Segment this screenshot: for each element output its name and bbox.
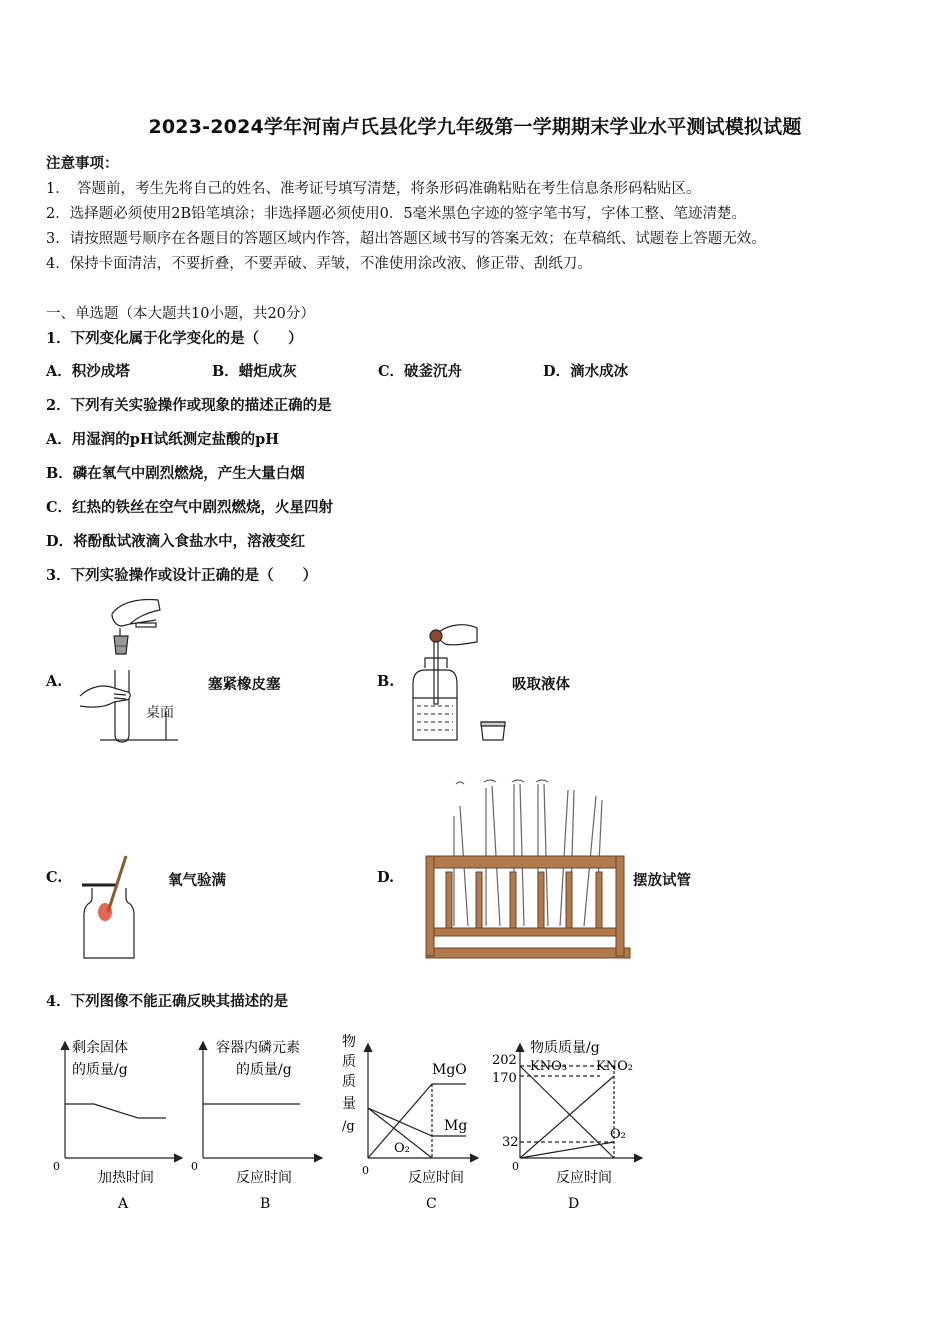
notice-item-4: 4．保持卡面清洁，不要折叠，不要弄破、弄皱，不准使用涂改液、修正带、刮纸刀。: [46, 256, 592, 272]
graph-d-ylabel: 物质质量/g: [530, 1040, 600, 1056]
q2-option-a: A．用湿润的pH试纸测定盐酸的pH: [46, 431, 279, 448]
graph-a-xlabel: 加热时间: [98, 1170, 154, 1186]
graph-a-ylabel-1: 剩余固体: [72, 1040, 128, 1056]
graph-b-xlabel: 反应时间: [236, 1170, 292, 1186]
graph-d-tick-32: 32: [502, 1135, 519, 1150]
graph-c-origin: 0: [362, 1164, 369, 1177]
graph-b-ylabel-1: 容器内磷元素: [216, 1040, 300, 1056]
q2-stem: 2．下列有关实验操作或现象的描述正确的是: [46, 397, 332, 414]
q3-d-illustration: [420, 776, 630, 960]
q3-a-illustration: [70, 596, 185, 746]
graph-d-label-kno3: KNO₃: [530, 1059, 567, 1074]
q1-option-c: C．破釜沉舟: [378, 363, 463, 380]
graph-d-xlabel: 反应时间: [556, 1170, 612, 1186]
q4-graph-d: [490, 1032, 650, 1212]
q2-option-d: D．将酚酞试液滴入食盐水中，溶液变红: [46, 533, 306, 550]
graph-c-label-mgo: MgO: [432, 1062, 467, 1078]
q4-graph-b: [188, 1032, 328, 1212]
q3-option-b-caption: 吸取液体: [512, 676, 570, 693]
graph-d-label-o2: O₂: [610, 1127, 626, 1142]
q4-stem: 4．下列图像不能正确反映其描述的是: [46, 993, 289, 1010]
q3-option-a-caption: 塞紧橡皮塞: [208, 676, 281, 693]
graph-c-label-mg: Mg: [444, 1118, 468, 1134]
q1-option-b: B．蜡炬成灰: [212, 363, 297, 380]
graph-d-tick-202: 202: [492, 1053, 517, 1068]
q2-option-b: B．磷在氧气中剧烈燃烧，产生大量白烟: [46, 465, 305, 482]
notice-item-3: 3．请按照题号顺序在各题目的答题区域内作答，超出答题区域书写的答案无效；在草稿纸、试题卷上答题无效。: [46, 231, 766, 247]
q1-option-d: D．滴水成冰: [543, 363, 629, 380]
graph-c-letter: C: [426, 1196, 437, 1212]
q3-stem: 3．下列实验操作或设计正确的是（ ）: [46, 567, 318, 584]
graph-c-ylabel-char-2: 质: [342, 1054, 356, 1070]
graph-a-origin: 0: [53, 1160, 60, 1173]
graph-b-ylabel-2: 的质量/g: [236, 1062, 292, 1078]
q3-option-b-letter: B.: [377, 673, 395, 690]
graph-a-letter: A: [118, 1196, 129, 1212]
graph-c-xlabel: 反应时间: [408, 1170, 464, 1186]
q3-c-illustration: [78, 852, 144, 962]
notice-heading: 注意事项：: [46, 155, 119, 172]
q3-option-d-caption: 摆放试管: [633, 872, 691, 889]
q3-a-desk-label: 桌面: [146, 705, 174, 721]
graph-c-ylabel-char-3: 质: [342, 1074, 356, 1090]
q4-graph-a: [50, 1032, 190, 1212]
q3-option-d-letter: D.: [377, 869, 395, 886]
q2-option-c: C．红热的铁丝在空气中剧烈燃烧，火星四射: [46, 499, 334, 516]
notice-item-1: 1． 答题前，考生先将自己的姓名、准考证号填写清楚，将条形码准确粘贴在考生信息条形码粘贴区。: [46, 181, 701, 197]
q1-stem: 1．下列变化属于化学变化的是（ ）: [46, 330, 303, 347]
q3-option-c-caption: 氧气验满: [168, 872, 226, 889]
q3-option-a-letter: A.: [46, 673, 63, 690]
graph-c-label-o2: O₂: [394, 1141, 410, 1156]
graph-c-ylabel-char-1: 物: [342, 1034, 356, 1050]
section-heading: 一、单选题（本大题共10小题，共20分）: [46, 306, 315, 322]
q1-option-a: A．积沙成塔: [46, 363, 130, 380]
graph-d-tick-170: 170: [492, 1071, 517, 1086]
graph-c-ylabel-char-4: 量: [342, 1096, 356, 1112]
page-title: 2023-2024学年河南卢氏县化学九年级第一学期期末学业水平测试模拟试题: [148, 116, 802, 138]
graph-d-label-kno2: KNO₂: [596, 1059, 633, 1074]
graph-c-ylabel-char-5: /g: [342, 1119, 355, 1134]
graph-a-ylabel-2: 的质量/g: [72, 1062, 128, 1078]
q3-b-illustration: [405, 622, 515, 744]
q3-option-c-letter: C.: [46, 869, 63, 886]
q4-graph-c: [336, 1028, 486, 1212]
graph-d-origin: 0: [512, 1160, 519, 1173]
graph-b-origin: 0: [191, 1160, 198, 1173]
graph-d-letter: D: [568, 1196, 580, 1212]
graph-b-letter: B: [260, 1196, 271, 1212]
notice-item-2: 2．选择题必须使用2B铅笔填涂；非选择题必须使用0．5毫米黑色字迹的签字笔书写，字体工整、笔迹清楚。: [46, 206, 747, 222]
